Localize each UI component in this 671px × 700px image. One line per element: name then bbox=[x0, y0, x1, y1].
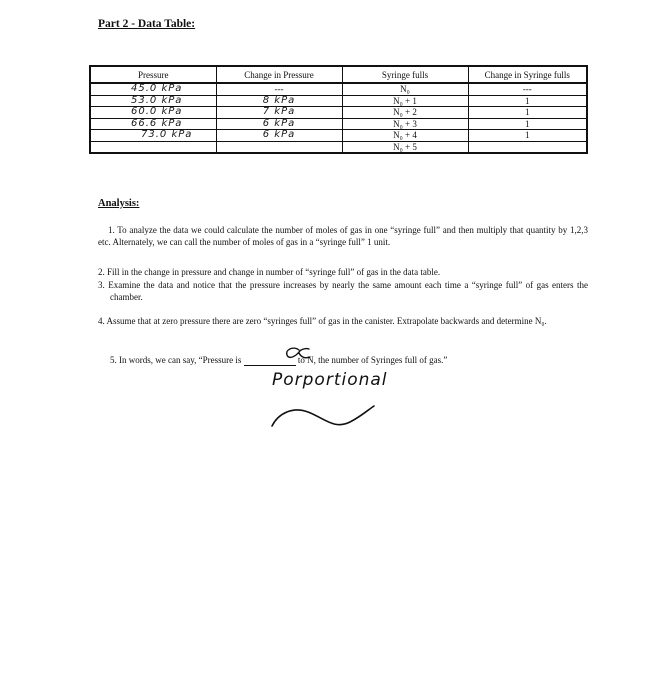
table-row bbox=[90, 118, 587, 130]
change-pressure-cell: --- bbox=[216, 83, 342, 95]
syringe-cell: N₀ + 2 bbox=[342, 107, 468, 119]
data-table bbox=[89, 65, 588, 154]
item-5-suffix: to N, the number of Syringes full of gas.” bbox=[295, 355, 448, 365]
handwritten-tilde-icon bbox=[268, 400, 378, 432]
change-syringe-cell: --- bbox=[468, 83, 587, 95]
proportional-symbol-icon bbox=[282, 344, 312, 364]
header-pressure: Pressure bbox=[90, 66, 216, 83]
item-5-prefix: 5. In words, we can say, “Pressure is bbox=[110, 355, 244, 365]
analysis-item-2: 2. Fill in the change in pressure and change in number of “syringe full” of gas in the data table. bbox=[98, 267, 441, 277]
syringe-cell: N₀ + 4 bbox=[342, 130, 468, 142]
change-syringe-cell: 1 bbox=[468, 130, 587, 142]
change-syringe-cell bbox=[468, 141, 587, 153]
change-pressure-cell: 8 kPa bbox=[216, 95, 342, 107]
table-row bbox=[90, 95, 587, 107]
header-change-pressure: Change in Pressure bbox=[216, 66, 342, 83]
change-pressure-cell: 6 kPa bbox=[216, 118, 342, 130]
analysis-item-1: 1. To analyze the data we could calculate the number of moles of gas in one “syringe full” and then multiply that quantity by 1,2,3 etc. Alternately, we can call the number of moles of gas in a “syringe full” 1 unit. bbox=[98, 225, 588, 247]
part-title: Part 2 - Data Table: bbox=[98, 18, 196, 30]
analysis-heading: Analysis: bbox=[98, 198, 140, 209]
pressure-cell: 53.0 kPa bbox=[90, 95, 216, 107]
pressure-cell: 73.0 kPa bbox=[90, 130, 216, 142]
change-pressure-cell: 6 kPa bbox=[216, 130, 342, 142]
syringe-cell: N₀ bbox=[342, 83, 468, 95]
syringe-cell: N₀ + 1 bbox=[342, 95, 468, 107]
analysis-item-3: 3. Examine the data and notice that the pressure increases by nearly the same amount each time a “syringe full” of gas enters the chamber. bbox=[98, 280, 588, 302]
change-syringe-cell: 1 bbox=[468, 107, 587, 119]
analysis-item-4: 4. Assume that at zero pressure there are zero “syringes full” of gas in the canister. Extrapolate backwards and determine N₀. bbox=[98, 316, 547, 326]
table-row bbox=[90, 83, 587, 95]
handwritten-answer: Porportional bbox=[272, 370, 388, 390]
header-change-syringe: Change in Syringe fulls bbox=[468, 66, 587, 83]
change-pressure-cell: 7 kPa bbox=[216, 107, 342, 119]
syringe-cell: N₀ + 5 bbox=[342, 141, 468, 153]
change-pressure-cell bbox=[216, 141, 342, 153]
table-header-row bbox=[90, 66, 587, 83]
pressure-cell bbox=[90, 141, 216, 153]
pressure-cell: 60.0 kPa bbox=[90, 107, 216, 119]
change-syringe-cell: 1 bbox=[468, 95, 587, 107]
table-row bbox=[90, 107, 587, 119]
table-row bbox=[90, 130, 587, 142]
pressure-cell: 66.6 kPa bbox=[90, 118, 216, 130]
syringe-cell: N₀ + 3 bbox=[342, 118, 468, 130]
pressure-cell: 45.0 kPa bbox=[90, 83, 216, 95]
analysis-item-5 bbox=[110, 354, 580, 366]
header-syringe-fulls: Syringe fulls bbox=[342, 66, 468, 83]
change-syringe-cell: 1 bbox=[468, 118, 587, 130]
table-row bbox=[90, 141, 587, 153]
